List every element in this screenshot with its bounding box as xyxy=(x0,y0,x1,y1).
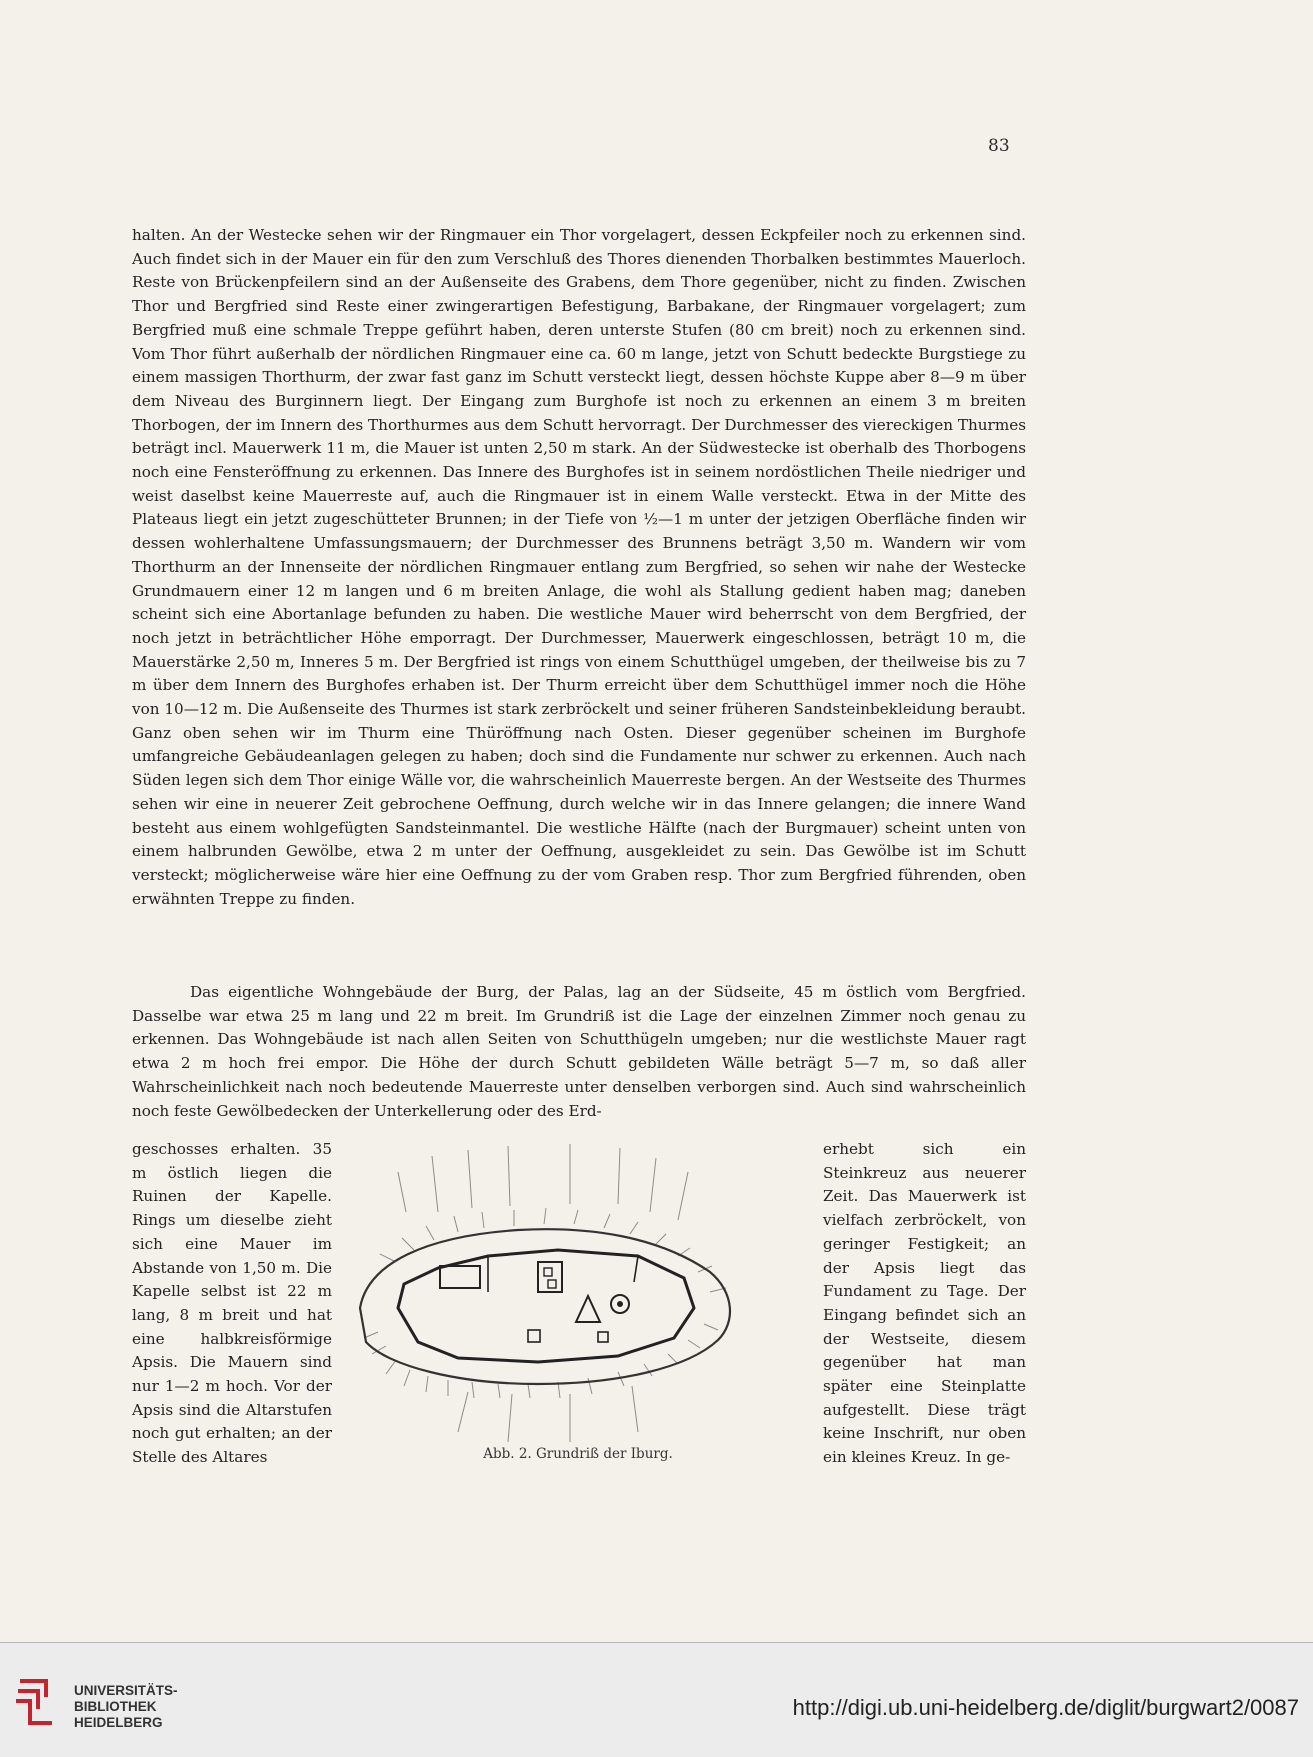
left-column-text: geschosses erhalten. 35 m östlich liegen die Ruinen der Kapelle. Rings um dieselbe zieht sich eine Mauer im Abstande von 1,50 m. Die Kapelle selbst ist 22 m lang, 8 m breit und hat eine halbkreisförmige Apsis. Die Mauern sind nur 1—2 m hoch. Vor der Apsis sind die Altarstufen noch gut erhalten; an der Stelle des Altares xyxy=(132,1140,332,1467)
institution-line-1: UNIVERSITÄTS- xyxy=(74,1683,178,1698)
source-url-link[interactable]: http://digi.ub.uni-heidelberg.de/diglit/burgwart2/0087 xyxy=(792,1695,1299,1720)
institution-line-2: BIBLIOTHEK xyxy=(74,1699,157,1714)
university-library-logo-icon xyxy=(14,1673,54,1729)
ground-plan-drawing xyxy=(338,1132,818,1446)
institution-line-3: HEIDELBERG xyxy=(74,1715,163,1730)
figure-caption: Abb. 2. Grundriß der Iburg. xyxy=(483,1446,673,1462)
institution-name xyxy=(74,1683,178,1731)
body-paragraph-2: Das eigentliche Wohngebäude der Burg, der Palas, lag an der Südseite, 45 m östlich vom Bergfried. Dasselbe war etwa 25 m lang und 22 m breit. Im Grundriß ist die Lage der einzelnen Zimmer noch genau zu erkennen. Das Wohngebäude ist nach allen Seiten von Schutthügeln umgeben; nur die westlichste Mauer ragt etwa 2 m hoch frei empor. Die Höhe der durch Schutt gebildeten Wälle beträgt 5—7 m, so daß aller Wahrscheinlichkeit nach noch bedeutende Mauerreste unter denselben verborgen sind. Auch sind wahrscheinlich noch feste Gewölbedecken der Unterkellerung oder des Erd- xyxy=(132,983,1026,1120)
body-paragraph-1: halten. An der Westecke sehen wir der Ringmauer ein Thor vorgelagert, dessen Eckpfeiler noch zu erkennen sind. Auch findet sich in der Mauer ein für den zum Verschluß des Thores dienenden Thorbalken bestimmtes Mauerloch. Reste von Brückenpfeilern sind an der Außenseite des Grabens, dem Thore gegenüber, nicht zu finden. Zwischen Thor und Bergfried sind Reste einer zwingerartigen Befestigung, Barbakane, der Ringmauer vorgelagert; zum Bergfried muß eine schmale Treppe geführt haben, deren unterste Stufen (80 cm breit) noch zu erkennen sind. Vom Thor führt außerhalb der nördlichen Ringmauer eine ca. 60 m lange, jetzt von Schutt bedeckte Burgstiege zu einem massigen Thorthurm, der zwar fast ganz im Schutt versteckt liegt, dessen höchste Kuppe aber 8—9 m über dem Niveau des Burginnern liegt. Der Eingang zum Burghofe ist noch zu erkennen an einem 3 m breiten Thorbogen, der im Innern des Thorthurmes aus dem Schutt hervorragt. Der Durchmesser des viereckigen Thurmes beträgt incl. Mauerwerk 11 m, die Mauer ist unten 2,50 m stark. An der Südwestecke ist oberhalb des Thorbogens noch eine Fensteröffnung zu erkennen. Das Innere des Burghofes ist in seinem nordöstlichen Theile niedriger und weist daselbst keine Mauerreste auf, auch die Ringmauer ist in einem Walle versteckt. Etwa in der Mitte des Plateaus liegt ein jetzt zugeschütteter Brunnen; in der Tiefe von ½—1 m unter der jetzigen Oberfläche finden wir dessen wohlerhaltene Umfassungsmauern; der Durchmesser des Brunnens beträgt 3,50 m. Wandern wir vom Thorthurm an der Innenseite der nördlichen Ringmauer entlang zum Bergfried, so sehen wir nahe der Westecke Grundmauern einer 12 m langen und 6 m breiten Anlage, die wohl als Stallung gedient haben mag; daneben scheint sich eine Abortanlage befunden zu haben. Die westliche Mauer wird beherrscht von dem Bergfried, der noch jetzt in beträchtlicher Höhe emporragt. Der Durchmesser, Mauerwerk eingeschlossen, beträgt 10 m, die Mauerstärke 2,50 m, Inneres 5 m. Der Bergfried ist rings von einem Schutthügel umgeben, der theilweise bis zu 7 m über dem Innern des Burghofes erhaben ist. Der Thurm erreicht über dem Schutthügel immer noch die Höhe von 10—12 m. Die Außenseite des Thurmes ist stark zerbröckelt und seiner früheren Sandsteinbekleidung beraubt. Ganz oben sehen wir im Thurm eine Thüröffnung nach Osten. Dieser gegenüber scheinen im Burghofe umfangreiche Gebäudeanlagen gelegen zu haben; doch sind die Fundamente nur schwer zu erkennen. Auch nach Süden legen sich dem Thor einige Wälle vor, die wahrscheinlich Mauerreste bergen. An der Westseite des Thurmes sehen wir eine in neuerer Zeit gebrochene Oeffnung, durch welche wir in das Innere gelangen; die innere Wand besteht aus einem wohlgefügten Sandsteinmantel. Die westliche Hälfte (nach der Burgmauer) scheint unten von einem halbrunden Gewölbe, etwa 2 m unter der Oeffnung, ausgekleidet zu sein. Das Gewölbe ist im Schutt versteckt; möglicherweise wäre hier eine Oeffnung zu der vom Graben resp. Thor zum Bergfried führenden, oben erwähnten Treppe zu finden. xyxy=(132,226,1026,908)
castle-ground-plan-figure xyxy=(338,1132,818,1466)
library-footer xyxy=(0,1642,1313,1757)
right-column-text: erhebt sich ein Steinkreuz aus neuerer Zeit. Das Mauerwerk ist vielfach zerbröckelt, von geringer Festigkeit; an der Apsis liegt das Fundament zu Tage. Der Eingang befindet sich an der Westseite, diesem gegenüber hat man später eine Steinplatte aufgestellt. Diese trägt keine Inschrift, nur oben ein kleines Kreuz. In ge- xyxy=(823,1140,1026,1467)
page-number: 83 xyxy=(988,136,1010,156)
